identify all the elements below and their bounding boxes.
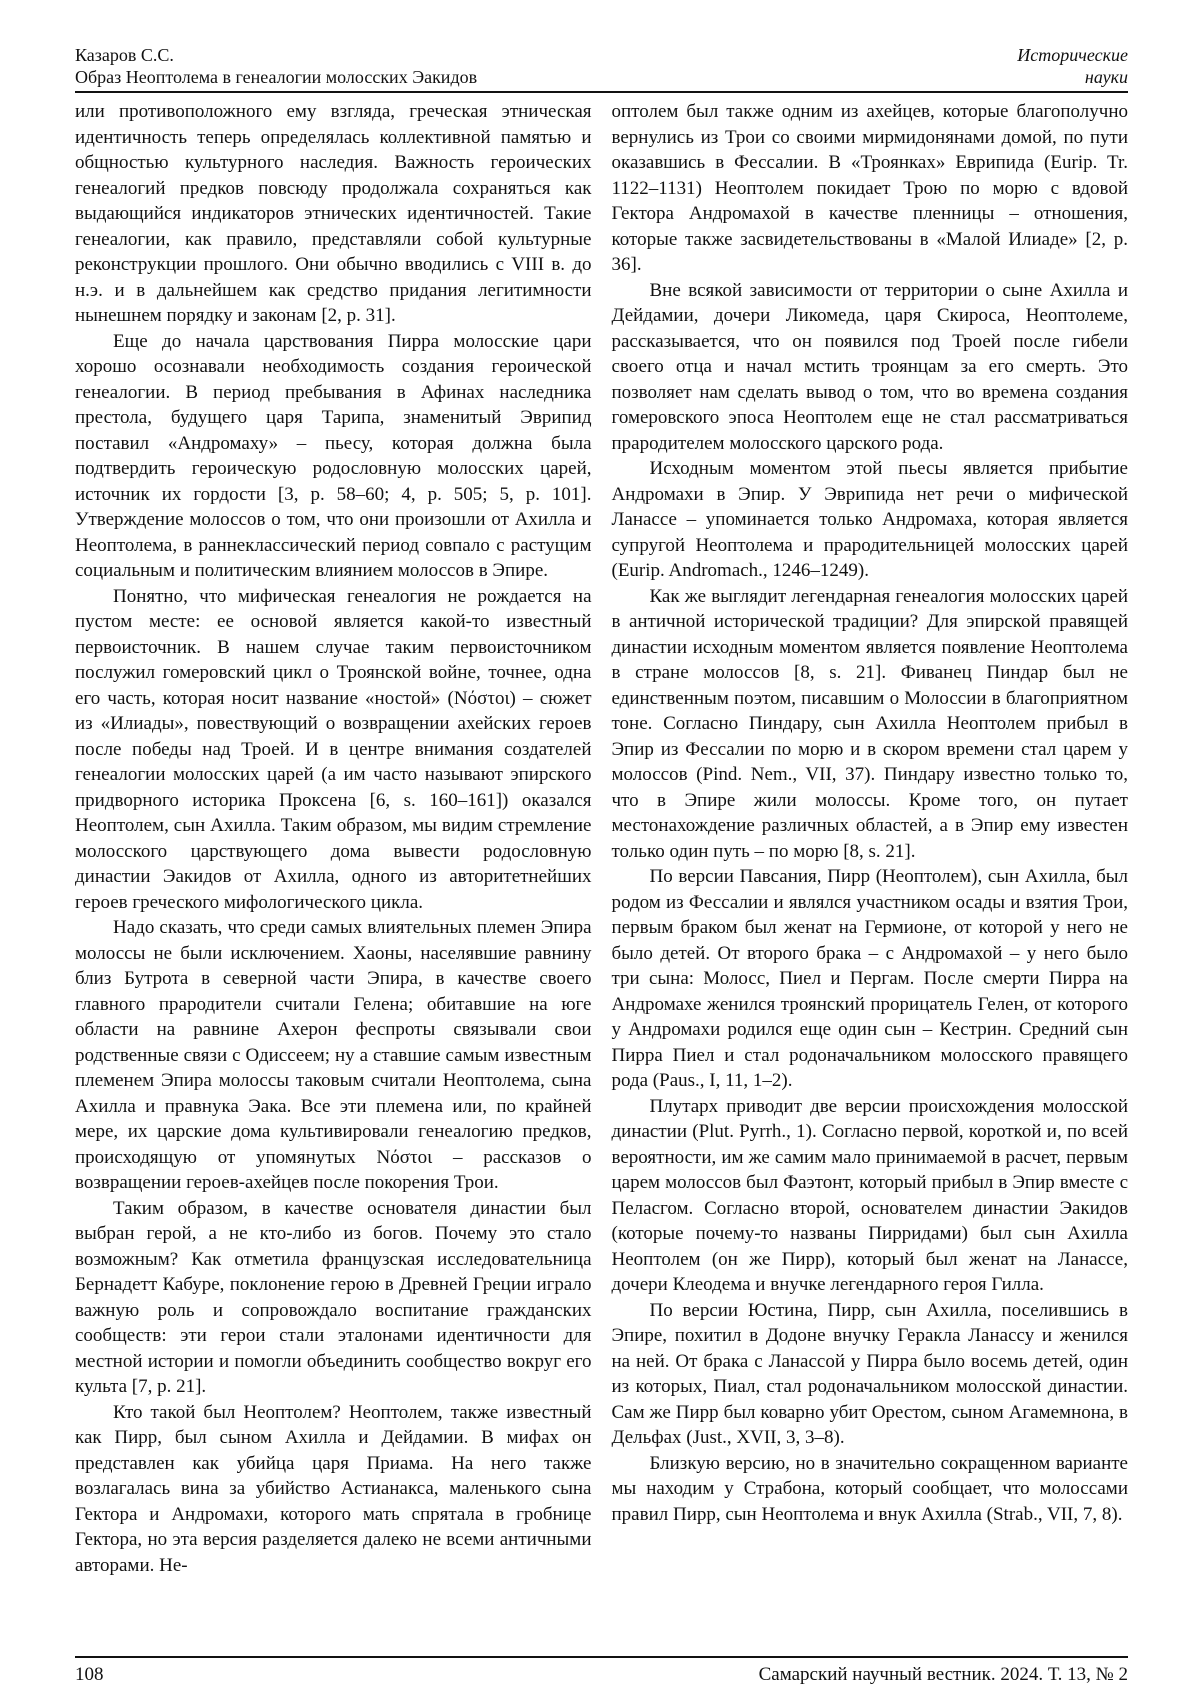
author-name: Казаров С.С.: [75, 45, 174, 65]
journal-info: Самарский научный вестник. 2024. Т. 13, № 2: [758, 1664, 1128, 1685]
paragraph: Еще до начала царствования Пирра молосские цари хорошо осознавали необходимость создания героической генеалогии. В период пребывания в Афинах наследника престола, будущего царя Тарипа, знаменитый Эврипид поставил «Андромаху» – пьесу, которая должна была подтвердить героическую родословную молосских царей, источник их гордости [3, p. 58–60; 4, p. 505; 5, p. 101]. Утверждение молоссов о том, что они произошли от Ахилла и Неоптолема, в раннеклассический период совпало с растущим социальным и политическим влиянием молоссов в Эпире.: [75, 330, 592, 581]
page-footer: [75, 1658, 1128, 1697]
paragraph: Таким образом, в качестве основателя династии был выбран герой, а не кто-либо из богов. Почему это стало возможным? Как отметила французская исследовательница Бернадетт Кабуре, поклонение герою в Древней Греции играло важную роль и сопровождало воспитание гражданских сообществ: эти герои стали эталонами идентичности для местной истории и помогли объединить сообщество вокруг его культа [7, p. 21].: [75, 1197, 592, 1397]
paragraph: Надо сказать, что среди самых влиятельных племен Эпира молоссы не были исключением. Хаоны, населявшие равнину близ Бутрота в северной части Эпира, в качестве своего главного прародители считали Гелена; обитавшие на юге области на равнине Ахерон феспроты связывали свои родственные связи с Одиссеем; ну а ставшие самым известным племенем Эпира молоссы таковым считали Неоптолема, сына Ахилла и правнука Эака. Все эти племена или, по крайней мере, их царские дома культивировали генеалогию предков, происходящую от упомянутых Νόστοι – рассказов о возвращении героев-ахейцев после покорения Трои.: [75, 917, 592, 1193]
article-title: Образ Неоптолема в генеалогии молосских Эакидов: [75, 67, 478, 87]
paragraph: или противоположного ему взгляда, греческая этническая идентичность теперь определялась коллективной памятью и общностью культурного наследия. Важность героических генеалогий предков повсюду продолжала сохраняться как выдающийся индикаторов этнических идентичностей. Такие генеалогии, как правило, представляли собой культурные реконструкции прошлого. Они обычно вводились с VIII в. до н.э. и в дальнейшем как средство придания легитимности нынешнем порядку и законам [2, p. 31].: [75, 101, 592, 326]
page-header: [75, 44, 1128, 88]
right-column: [612, 99, 1129, 1656]
section-label: Исторические науки: [1017, 45, 1128, 87]
paragraph: Как же выглядит легендарная генеалогия молосских царей в античной исторической традиции? Для эпирской правящей династии исходным моментом является появление Неоптолема в стране молоссов [8, s. 21]. Фиванец Пиндар был не единственным поэтом, писавшим о Молоссии в благоприятном тоне. Согласно Пиндару, сын Ахилла Неоптолем прибыл в Эпир из Фессалии по морю и в скором времени стал царем у молоссов (Pind. Nem., VII, 37). Пиндару известно только то, что в Эпире жили молоссы. Кроме того, он путает местонахождение различных областей, а в Эпир ему известен только один путь – по морю [8, s. 21].: [611, 585, 1128, 862]
paragraph: Исходным моментом этой пьесы является прибытие Андромахи в Эпир. У Эврипида нет речи о мифической Ланассе – упоминается только Андромаха, которая является супругой Неоптолема и прародительницей молосских царей (Eurip. Andromach., 1246–1249).: [611, 458, 1128, 581]
page-number: 108: [75, 1664, 104, 1685]
paragraph: оптолем был также одним из ахейцев, которые благополучно вернулись из Трои со своими мирмидонянами домой, по пути оказавшись в Фессалии. В «Троянках» Еврипида (Eurip. Tr. 1122–1131) Неоптолем покидает Трою по морю с вдовой Гектора Андромахой в качестве пленницы – отношения, которые также засвидетельствованы в «Малой Илиаде» [2, p. 36].: [611, 101, 1128, 275]
paragraph: Плутарх приводит две версии происхождения молосской династии (Plut. Pyrrh., 1). Согласно первой, короткой и, по всей вероятности, им же самим мало принимаемой в расчет, первым царем молоссов был Фаэтонт, который прибыл в Эпир вместе с Пеласгом. Согласно второй, основателем династии Эакидов (которые почему-то названы Пирридами) был сын Ахилла Неоптолем (он же Пирр), который был женат на Ланассе, дочери Клеодема и внучке легендарного героя Гилла.: [611, 1095, 1128, 1295]
paragraph: По версии Павсания, Пирр (Неоптолем), сын Ахилла, был родом из Фессалии и являлся участником осады и взятия Трои, первым браком был женат на Гермионе, от которой у него не было детей. От второго брака – с Андромахой – у него было три сына: Молосс, Пиел и Пергам. После смерти Пирра на Андромахе женился троянский прорицатель Гелен, от которого у Андромахи родился еще один сын – Кестрин. Средний сын Пирра Пиел и стал родоначальником молосского правящего рода (Paus., I, 11, 1–2).: [611, 866, 1128, 1091]
paragraph: По версии Юстина, Пирр, сын Ахилла, поселившись в Эпире, похитил в Додоне внучку Геракла Ланассу и женился на ней. От брака с Ланассой у Пирра было восемь детей, один из которых, Пиал, стал родоначальником молосской династии. Сам же Пирр был коварно убит Орестом, сыном Агамемнона, в Дельфах (Just., XVII, 3, 3–8).: [611, 1299, 1128, 1448]
paragraph: Кто такой был Неоптолем? Неоптолем, также известный как Пирр, был сыном Ахилла и Дейдамии. В мифах он представлен как убийца царя Приама. На него также возлагалась вина за убийство Астианакса, маленького сына Гектора и Андромахи, которого мать спрятала в гробнице Гектора, но эта версия разделяется далеко не всеми античными авторами. Не-: [75, 1401, 592, 1576]
paragraph: Вне всякой зависимости от территории о сыне Ахилла и Дейдамии, дочери Ликомеда, царя Скироса, Неоптолеме, рассказывается, что он появился под Троей после гибели своего отца и начал мстить троянцам за его смерть. Это позволяет нам сделать вывод о том, что во времена создания гомеровского эпоса Неоптолем еще не стал рассматриваться прародителем молосского царского рода.: [611, 279, 1128, 454]
left-column: [75, 99, 592, 1656]
paragraph: Понятно, что мифическая генеалогия не рождается на пустом месте: ее основой является какой-то известный первоисточник. В нашем случае таким первоисточником послужил гомеровский цикл о Троянской войне, точнее, одна его часть, которая носит название «ностой» (Νόστοι) – сюжет из «Илиады», повествующий о возвращении ахейских героев после победы над Троей. И в центре внимания создателей генеалогии молосских царей (а им часто называют эпирского придворного историка Проксена [6, s. 160–161]) оказался Неоптолем, сын Ахилла. Таким образом, мы видим стремление молосского царствующего дома вывести родословную династии Эакидов от Ахилла, одного из авторитетнейших героев греческого мифологического цикла.: [75, 585, 592, 913]
paragraph: Близкую версию, но в значительно сокращенном варианте мы находим у Страбона, который сообщает, что молоссами правил Пирр, сын Неоптолема и внук Ахилла (Strab., VII, 7, 8).: [611, 1452, 1128, 1525]
article-body: [75, 93, 1128, 1656]
header-author-title: [75, 44, 477, 88]
